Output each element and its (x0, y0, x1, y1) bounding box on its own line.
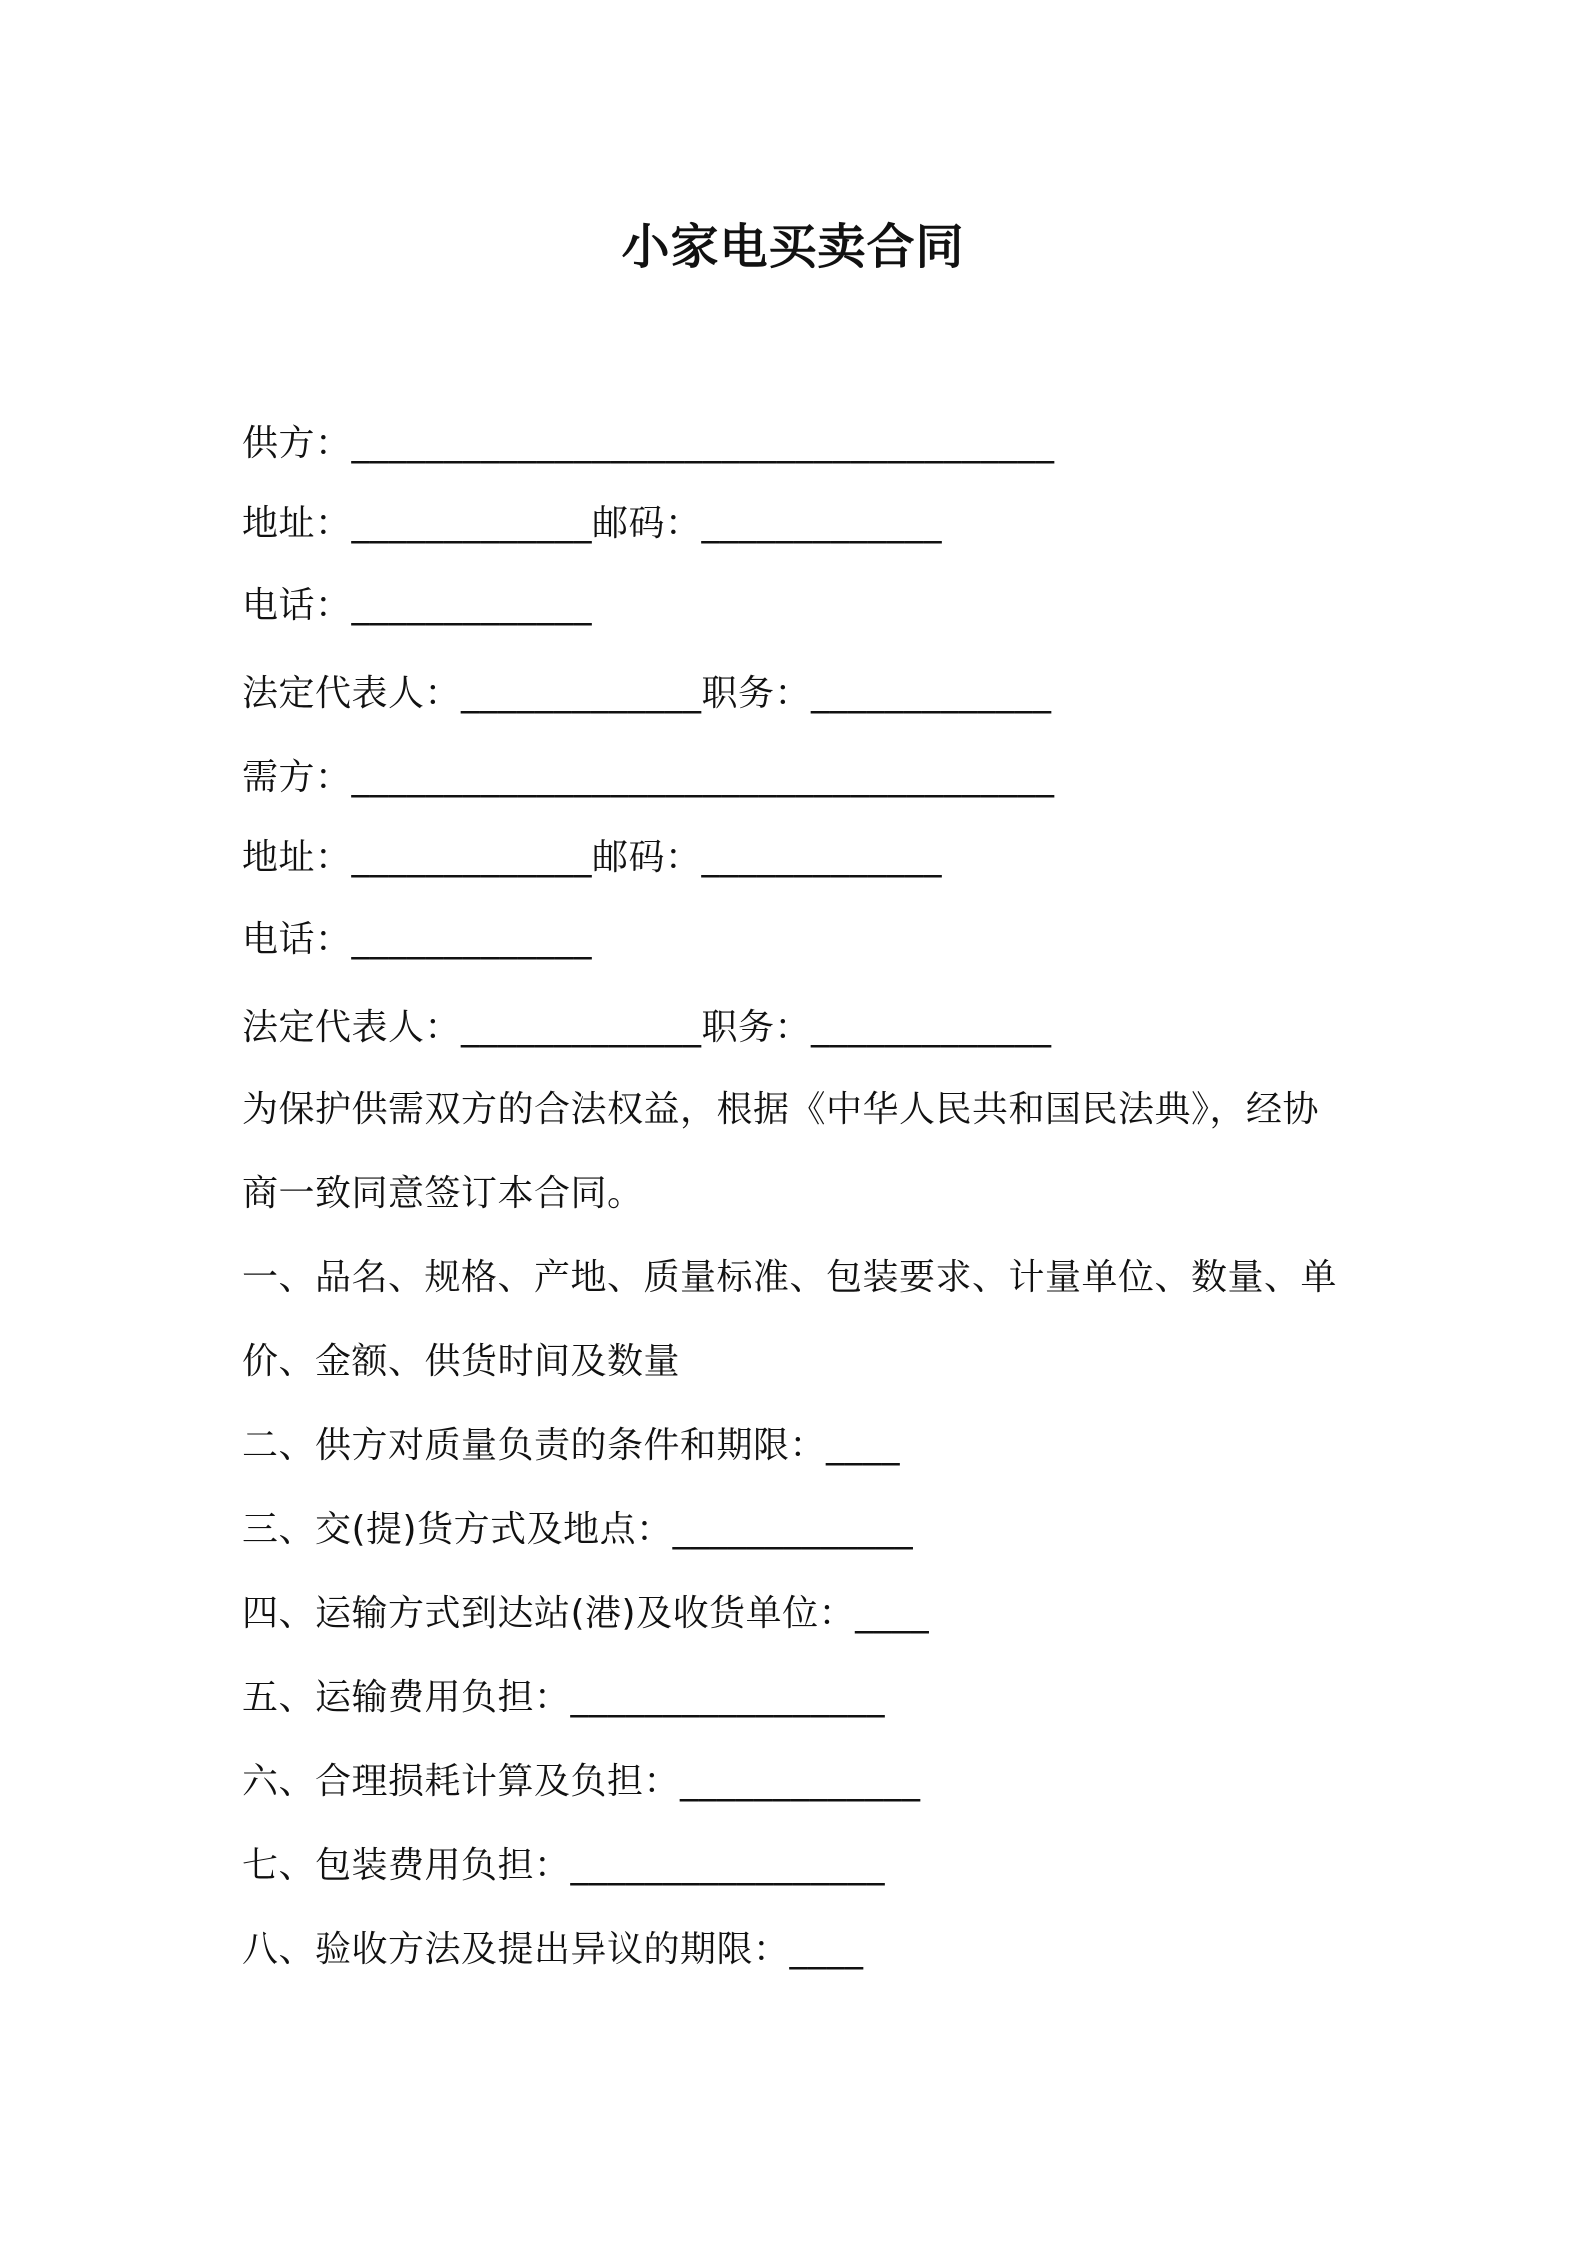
clause-3: 三、交(提)货方式及地点：_____________ (242, 1509, 914, 1550)
preamble-line-1: 为保护供需双方的合法权益，根据《中华人民共和国民法典》，经协 (242, 1089, 1320, 1130)
clause-8: 八、验收方法及提出异议的期限：____ (242, 1929, 864, 1970)
clause-7: 七、包装费用负担：_________________ (242, 1845, 886, 1886)
supplier-address-line: 地址：_____________邮码：_____________ (242, 503, 943, 544)
clause-2: 二、供方对质量负责的条件和期限：____ (242, 1425, 901, 1466)
supplier-representative-line: 法定代表人：_____________职务：_____________ (242, 673, 1052, 714)
supplier-line: 供方：______________________________________ (242, 423, 1055, 464)
clause-1-line-2: 价、金额、供货时间及数量 (242, 1341, 681, 1382)
clause-6: 六、合理损耗计算及负担：_____________ (242, 1761, 921, 1802)
document-title: 小家电买卖合同 (621, 219, 965, 275)
clause-1-line-1: 一、品名、规格、产地、质量标准、包装要求、计量单位、数量、单 (242, 1257, 1338, 1298)
buyer-representative-line: 法定代表人：_____________职务：_____________ (242, 1007, 1052, 1048)
buyer-phone-line: 电话：_____________ (242, 919, 593, 960)
buyer-line: 需方：______________________________________ (242, 757, 1055, 798)
clause-5: 五、运输费用负担：_________________ (242, 1677, 886, 1718)
supplier-phone-line: 电话：_____________ (242, 585, 593, 626)
clause-4: 四、运输方式到达站(港)及收货单位：____ (242, 1593, 930, 1634)
preamble-line-2: 商一致同意签订本合同。 (242, 1173, 644, 1214)
buyer-address-line: 地址：_____________邮码：_____________ (242, 837, 943, 878)
